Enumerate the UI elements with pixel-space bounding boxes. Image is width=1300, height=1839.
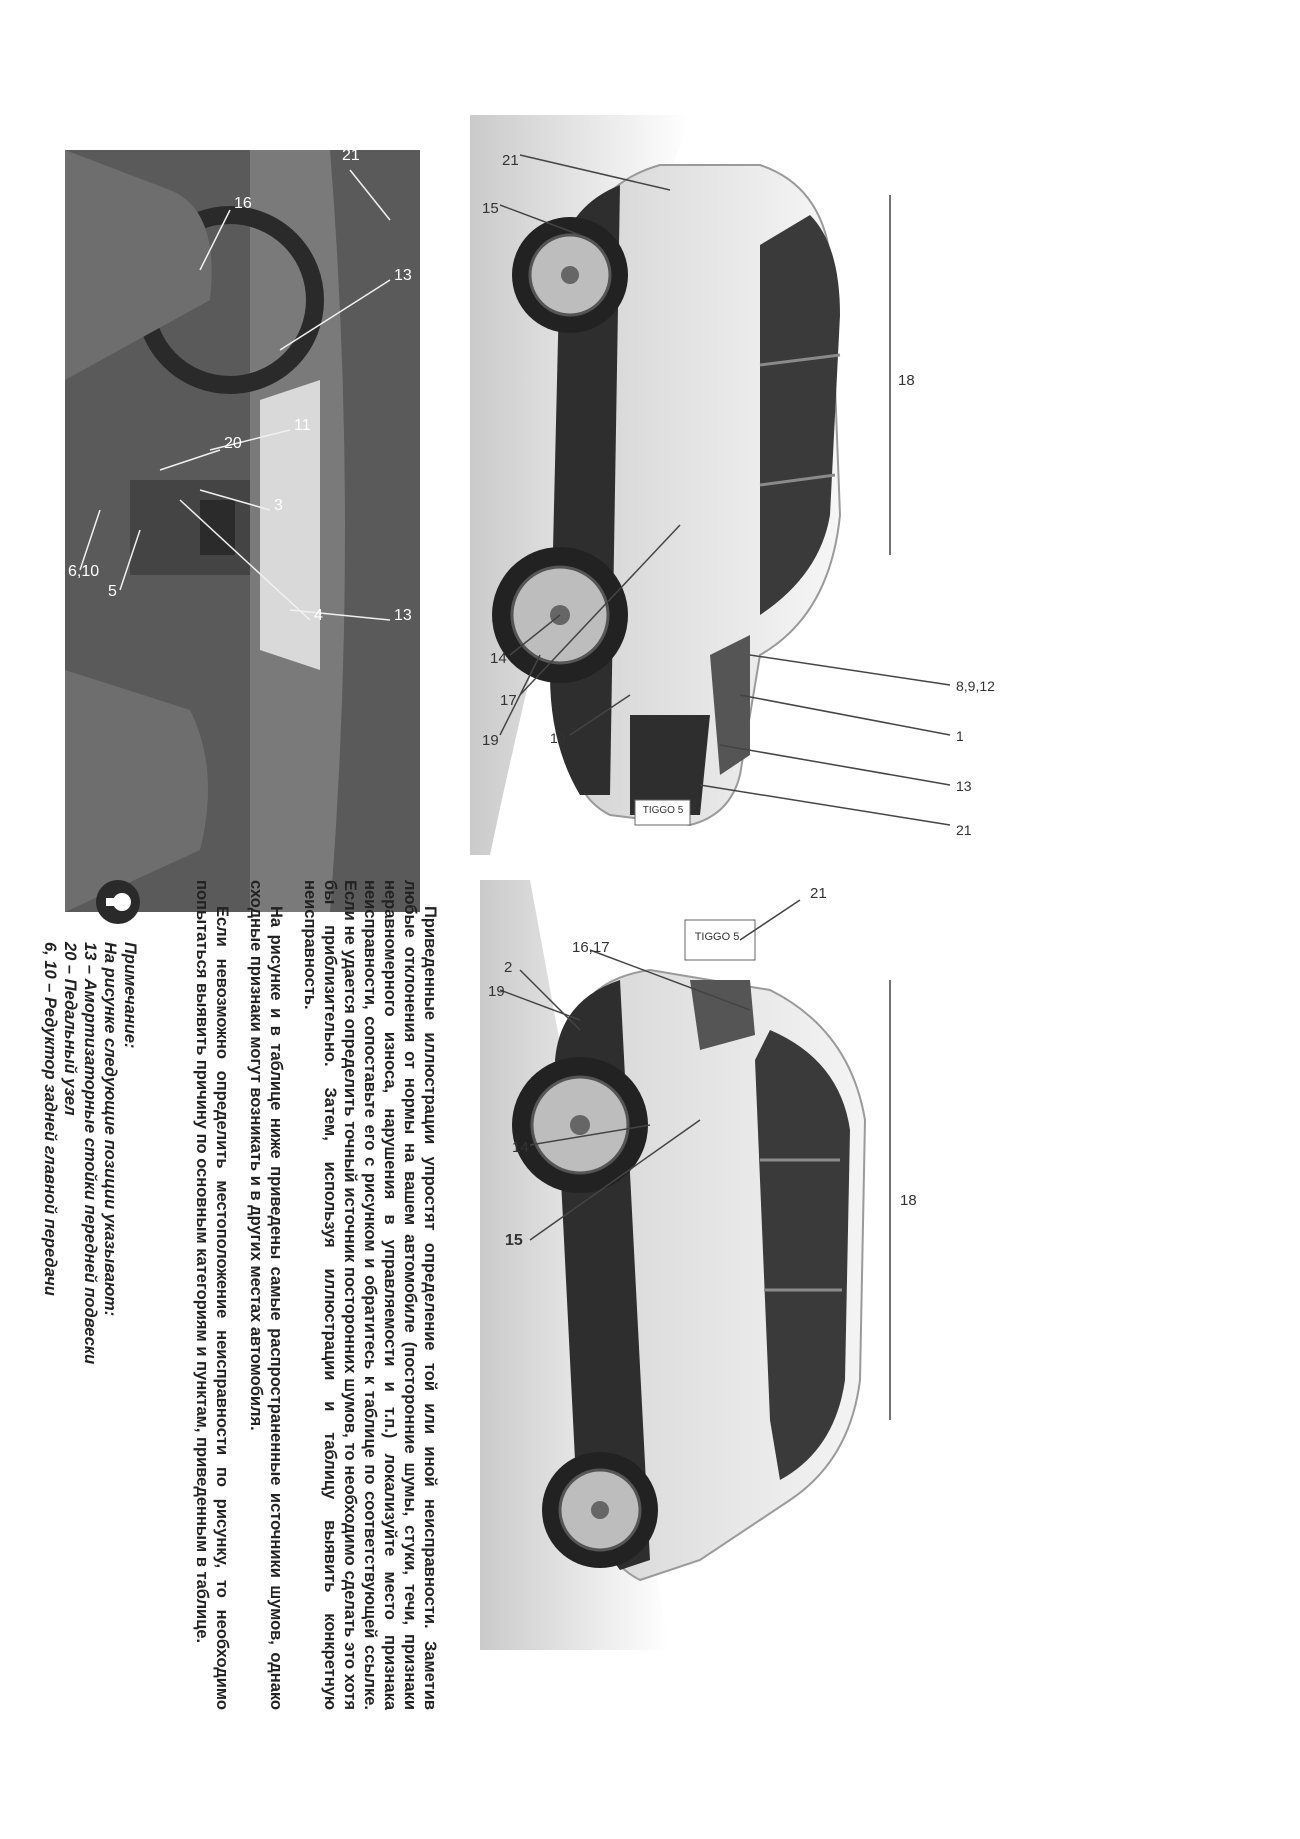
callout-19-front: 19: [482, 732, 499, 749]
rear-wheel-front-view: [512, 217, 628, 333]
front-badge: TIGGO 5: [642, 805, 684, 816]
front-wheel: [542, 1452, 658, 1568]
callout-18: 18: [900, 1192, 917, 1209]
callout-18-front: 18: [898, 372, 915, 389]
callout-15-front: 15: [482, 200, 499, 217]
callout-15: 15: [505, 1232, 523, 1249]
callout-21: 21: [810, 885, 827, 902]
callout-13-int-b: 13: [394, 607, 412, 624]
paragraph-1: Приведенные иллюстрации упростят определение той или иной неисправности. Заметив любые отклонения от нормы на вашем автомобиле (посторонние шумы, стуки, течи, признаки неравномерного износа, нарушения в управляемости и т.п.) локализуйте место признака неисправности, сопоставьте его с рисунком и обратитесь к таблице по соответствующей ссылке. Если не удается определить точный источник посторонних шумов, то необходимо сделать это хотя бы приблизительно. Затем, используя иллюстрации и таблицу выявить конкретную неисправность.: [301, 880, 439, 1710]
callout-10: 10: [550, 730, 566, 746]
callout-19: 19: [488, 983, 505, 1000]
callout-21-front: 21: [502, 152, 519, 169]
rear-badge: TIGGO 5: [694, 931, 740, 943]
paragraph-3: Если невозможно определить местоположение неисправности по рисунку, то необходимо попытаться выявить причину по основным категориям и пунктам, приведенным в таблице.: [193, 880, 231, 1710]
paragraph-2: На рисунке и в таблице ниже приведены самые распространенные источники шумов, однако сходные признаки могут возникать и в других местах автомобиля.: [247, 880, 285, 1710]
rear-wheel: [512, 1057, 648, 1193]
interior-illustration: [65, 147, 420, 912]
note-line-1: На рисунке следующие позиции указывают:: [101, 942, 119, 1317]
callout-4-int: 4: [314, 607, 323, 624]
callout-17-front: 17: [500, 692, 517, 709]
callout-13-int-a: 13: [394, 267, 412, 284]
callout-14: 14: [512, 1139, 529, 1156]
callout-3-int: 3: [274, 497, 283, 514]
rear-car-illustration: [480, 860, 1000, 1660]
callout-1: 1: [956, 728, 964, 744]
callout-8-9-12: 8,9,12: [956, 678, 995, 694]
note-line-2: 13 – Амортизаторные стойки передней подвески: [81, 942, 99, 1365]
callout-11-int: 11: [294, 417, 311, 434]
lightbulb-icon: [96, 880, 140, 924]
callout-14-front: 14: [490, 650, 507, 667]
callout-6-10-int: 6,10: [68, 563, 100, 580]
note-title: Примечание:: [121, 942, 139, 1049]
note-line-3: 20 – Педальный узел: [61, 942, 79, 1116]
callout-13-front: 13: [956, 778, 972, 794]
callout-21-int: 21: [342, 147, 360, 164]
body-text: [110, 880, 440, 1710]
note: [10, 880, 140, 1710]
callout-16-int: 16: [234, 195, 252, 212]
callout-16-17: 16,17: [572, 939, 610, 956]
callout-20-int: 20: [224, 435, 242, 452]
callout-21-front-top: 21: [956, 822, 972, 838]
front-car-illustration: [470, 95, 995, 865]
note-line-4: 6, 10 – Редуктор задней главной передачи: [41, 942, 59, 1296]
callout-2: 2: [504, 959, 513, 976]
callout-5-int: 5: [108, 583, 117, 600]
note-text: [40, 942, 140, 1364]
